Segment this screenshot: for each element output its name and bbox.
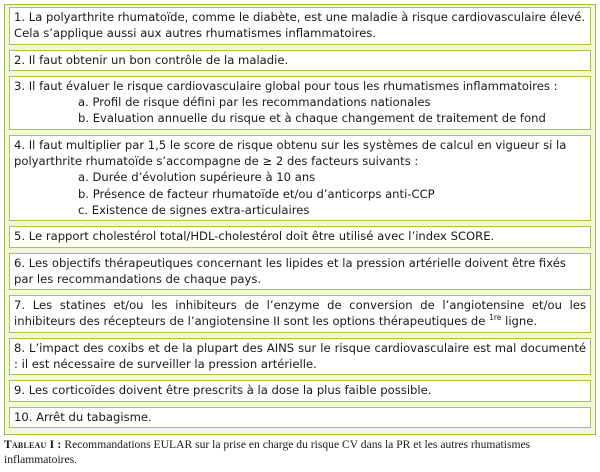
row-text: 4. Il faut multiplier par 1,5 le score de risque obtenu sur les systèmes de calcul en vigueur si la polyarthrite rhumatoïde s’accompagne de ≥ 2 des facteurs suivants :: [14, 137, 567, 169]
row-text: 8. L’impact des coxibs et de la plupart des AINS sur le risque cardiovasculaire est mal documenté : il est nécessaire de surveiller la pression artérielle.: [14, 340, 586, 372]
sub-item: c. Existence de signes extra-articulaires: [78, 202, 310, 217]
table-row-10: [9, 407, 591, 428]
caption-label: Tableau I :: [4, 438, 62, 451]
table-row-6: [9, 253, 591, 291]
row-text: 6. Les objectifs thérapeutiques concernant les lipides et la pression artérielle doivent être fixés par les recommandations de chaque pays.: [14, 255, 566, 286]
row-text: 7. Les statines et/ou les inhibiteurs de l’enzyme de conversion de l’angiotensine et/ou les inhibiteurs des récepteurs de l’angiotensine II sont les options thérapeutiques de: [14, 298, 586, 329]
table-row-8: [9, 338, 591, 376]
table-row-3: [9, 76, 591, 130]
ordinal-superscript: 1re: [489, 313, 502, 323]
table-row-7: [9, 295, 591, 333]
caption-text: Recommandations EULAR sur la prise en charge du risque CV dans la PR et les autres rhumatismes inflammatoires.: [4, 438, 531, 466]
table-row-5: [9, 226, 591, 247]
table-row-9: [9, 380, 591, 401]
sub-list: [14, 94, 586, 127]
sub-list: [14, 169, 586, 218]
row-text: 9. Les corticoïdes doivent être prescrits à la dose la plus faible possible.: [14, 383, 432, 398]
sub-item: b. Présence de facteur rhumatoïde et/ou d’anticorps anti-CCP: [78, 186, 435, 201]
row-text: 10. Arrêt du tabagisme.: [14, 409, 152, 424]
sub-item: a. Durée d’évolution supérieure à 10 ans: [78, 170, 316, 185]
row-text: 1. La polyarthrite rhumatoïde, comme le diabète, est une maladie à risque cardiovasculaire élevé. Cela s’applique aussi aux autres rhumatismes inflammatoires.: [14, 10, 586, 41]
table-row-2: [9, 50, 591, 71]
table-caption: [4, 438, 596, 467]
sub-item: b. Evaluation annuelle du risque et à chaque changement de traitement de fond: [78, 111, 546, 126]
row-text: 5. Le rapport cholestérol total/HDL-cholestérol doit être utilisé avec l’index SCORE.: [14, 229, 495, 244]
sub-item: a. Profil de risque défini par les recommandations nationales: [78, 95, 431, 110]
row-text-after: ligne.: [501, 314, 538, 329]
row-text: 3. Il faut évaluer le risque cardiovasculaire global pour tous les rhumatismes inflammatoires :: [14, 78, 558, 93]
recommendations-table: [4, 4, 596, 435]
table-row-1: [9, 7, 591, 45]
row-text: 2. Il faut obtenir un bon contrôle de la maladie.: [14, 52, 289, 67]
table-row-4: [9, 135, 591, 221]
